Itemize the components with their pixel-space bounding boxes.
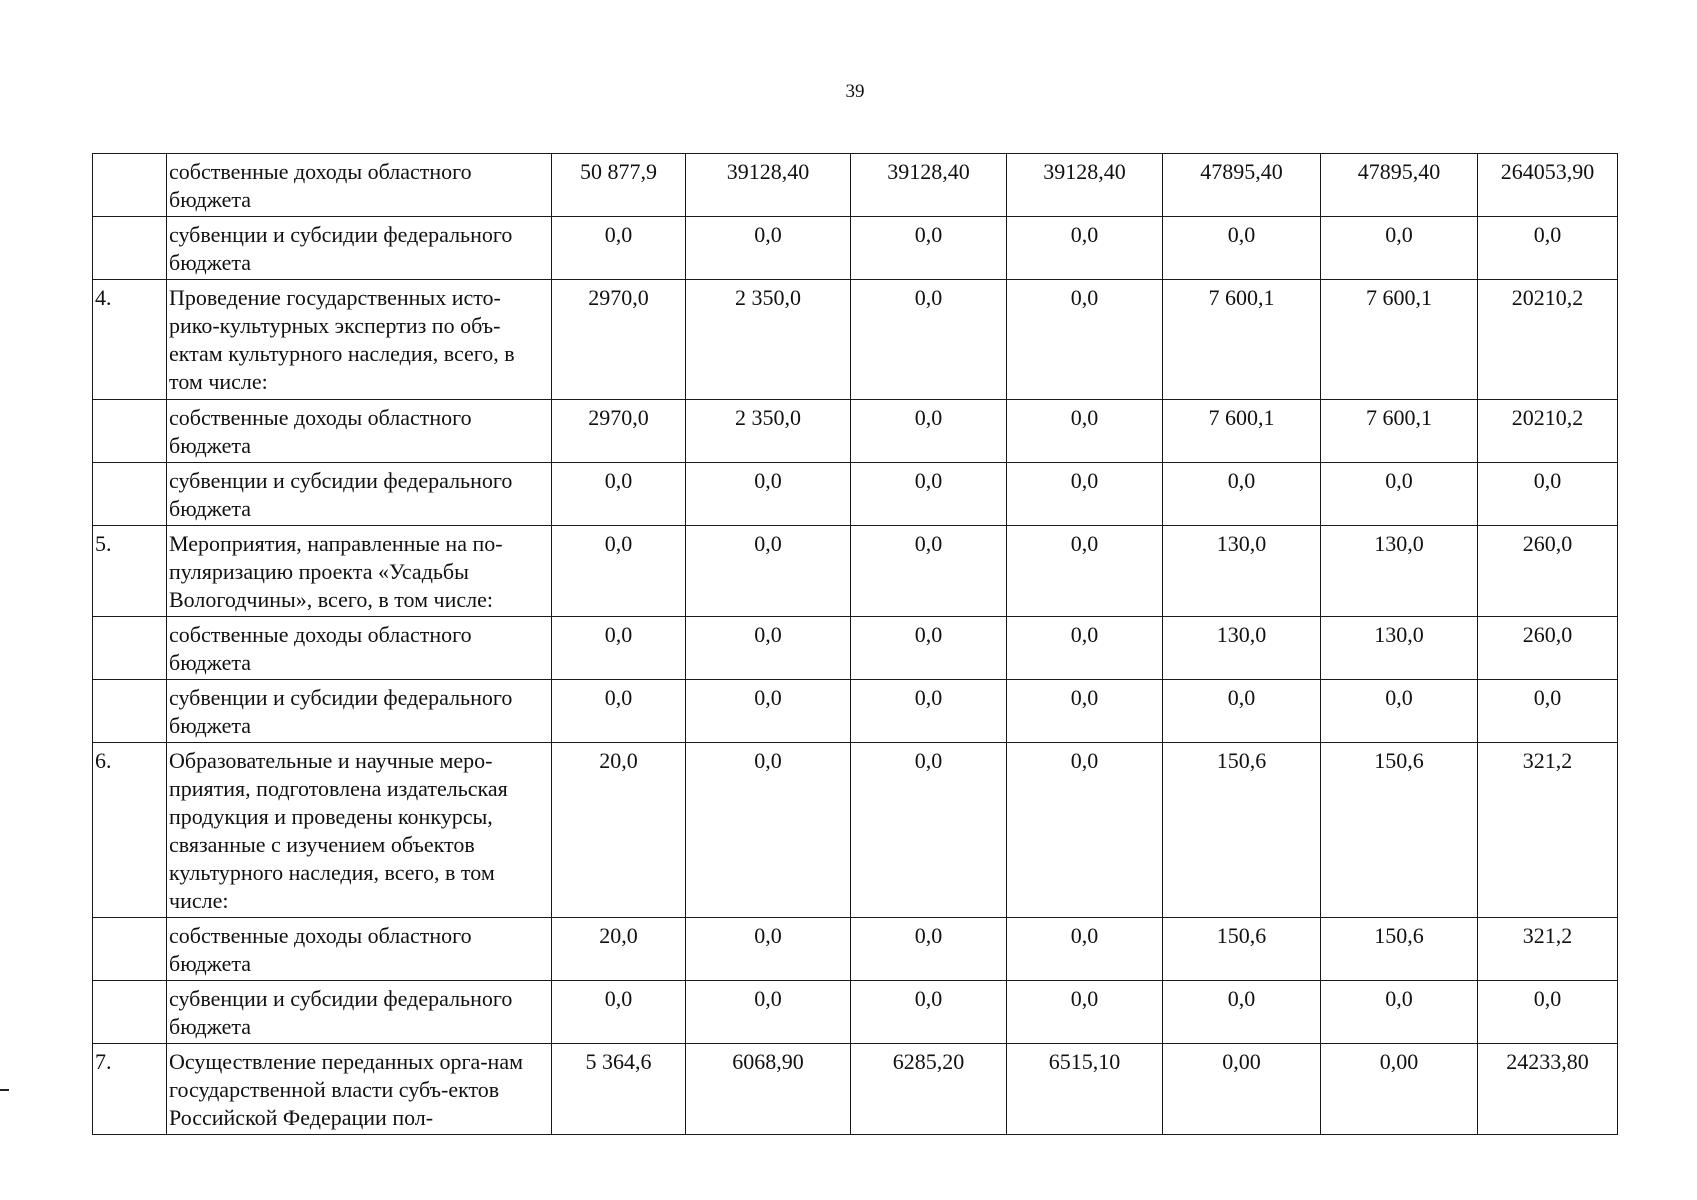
table-row [93,217,1618,280]
total-cell: 260,0 [1478,526,1618,617]
value-cell: 2 350,0 [686,280,851,400]
total-cell: 260,0 [1478,617,1618,680]
row-number [93,154,167,217]
value-cell: 0,0 [851,400,1007,463]
value-cell: 150,6 [1163,743,1321,918]
row-number [93,918,167,981]
row-description: Осуществление переданных орга-нам государственной власти субъ-ектов Российской Федерации пол- [167,1044,552,1135]
value-cell: 0,0 [686,617,851,680]
row-number [93,400,167,463]
value-cell: 0,0 [851,526,1007,617]
value-cell: 0,0 [686,743,851,918]
value-cell: 0,0 [851,280,1007,400]
value-cell: 130,0 [1321,526,1478,617]
value-cell: 0,0 [1163,680,1321,743]
total-cell: 321,2 [1478,743,1618,918]
value-cell: 0,0 [1007,463,1163,526]
value-cell: 6068,90 [686,1044,851,1135]
value-cell: 7 600,1 [1321,280,1478,400]
table-row [93,918,1618,981]
value-cell: 0,0 [851,463,1007,526]
table-row [93,280,1618,400]
value-cell: 150,6 [1321,743,1478,918]
row-number: 5. [93,526,167,617]
row-number: 6. [93,743,167,918]
value-cell: 0,0 [1163,217,1321,280]
value-cell: 7 600,1 [1163,400,1321,463]
total-cell: 20210,2 [1478,400,1618,463]
budget-table [92,153,1618,1135]
value-cell: 0,00 [1163,1044,1321,1135]
total-cell: 0,0 [1478,463,1618,526]
value-cell: 2970,0 [552,280,686,400]
row-description: Образовательные и научные меро-приятия, подготовлена издательская продукция и проведены конкурсы, связанные с изучением объектов культурного наследия, всего, в том числе: [167,743,552,918]
total-cell: 0,0 [1478,680,1618,743]
row-description: собственные доходы областного бюджета [167,154,552,217]
value-cell: 0,0 [1007,217,1163,280]
value-cell: 0,0 [686,680,851,743]
value-cell: 150,6 [1321,918,1478,981]
value-cell: 0,0 [1007,981,1163,1044]
value-cell: 2970,0 [552,400,686,463]
value-cell: 0,0 [851,217,1007,280]
value-cell: 0,0 [686,217,851,280]
table-row [93,400,1618,463]
value-cell: 47895,40 [1163,154,1321,217]
value-cell: 0,0 [552,680,686,743]
value-cell: 0,0 [851,617,1007,680]
value-cell: 0,0 [552,617,686,680]
total-cell: 20210,2 [1478,280,1618,400]
value-cell: 50 877,9 [552,154,686,217]
value-cell: 0,0 [552,463,686,526]
row-description: Мероприятия, направленные на по-пуляризацию проекта «Усадьбы Вологодчины», всего, в том числе: [167,526,552,617]
value-cell: 0,0 [1007,526,1163,617]
value-cell: 0,0 [1007,918,1163,981]
value-cell: 6515,10 [1007,1044,1163,1135]
page-number: 39 [845,81,865,102]
total-cell: 24233,80 [1478,1044,1618,1135]
value-cell: 0,0 [686,981,851,1044]
table-row [93,1044,1618,1135]
row-number [93,680,167,743]
row-description: субвенции и субсидии федерального бюджета [167,981,552,1044]
value-cell: 0,0 [1163,463,1321,526]
row-description: Проведение государственных исто-рико-культурных экспертиз по объ-ектам культурного наследия, всего, в том числе: [167,280,552,400]
value-cell: 0,0 [1321,217,1478,280]
value-cell: 150,6 [1163,918,1321,981]
value-cell: 0,0 [686,918,851,981]
value-cell: 7 600,1 [1321,400,1478,463]
value-cell: 0,0 [1007,617,1163,680]
value-cell: 0,0 [851,680,1007,743]
value-cell: 0,0 [552,981,686,1044]
table-row [93,154,1618,217]
value-cell: 2 350,0 [686,400,851,463]
row-number: 7. [93,1044,167,1135]
total-cell: 0,0 [1478,981,1618,1044]
row-description: собственные доходы областного бюджета [167,918,552,981]
value-cell: 39128,40 [686,154,851,217]
value-cell: 0,0 [1007,400,1163,463]
value-cell: 0,0 [1321,463,1478,526]
row-number: 4. [93,280,167,400]
scan-edge-mark [0,1089,9,1091]
row-number [93,981,167,1044]
value-cell: 0,0 [851,743,1007,918]
value-cell: 0,0 [686,526,851,617]
table-row [93,743,1618,918]
value-cell: 0,0 [851,981,1007,1044]
table-row [93,463,1618,526]
value-cell: 0,0 [1163,981,1321,1044]
value-cell: 47895,40 [1321,154,1478,217]
table-row [93,981,1618,1044]
value-cell: 130,0 [1163,617,1321,680]
value-cell: 6285,20 [851,1044,1007,1135]
value-cell: 130,0 [1163,526,1321,617]
value-cell: 0,0 [552,526,686,617]
table-row [93,680,1618,743]
value-cell: 130,0 [1321,617,1478,680]
total-cell: 321,2 [1478,918,1618,981]
value-cell: 39128,40 [851,154,1007,217]
value-cell: 0,0 [1321,981,1478,1044]
total-cell: 264053,90 [1478,154,1618,217]
value-cell: 7 600,1 [1163,280,1321,400]
value-cell: 0,0 [1007,680,1163,743]
value-cell: 0,0 [851,918,1007,981]
value-cell: 20,0 [552,743,686,918]
table-row [93,617,1618,680]
value-cell: 0,0 [1007,743,1163,918]
value-cell: 0,0 [1321,680,1478,743]
row-description: субвенции и субсидии федерального бюджета [167,680,552,743]
row-description: субвенции и субсидии федерального бюджета [167,217,552,280]
value-cell: 0,0 [1007,280,1163,400]
row-description: субвенции и субсидии федерального бюджета [167,463,552,526]
value-cell: 0,0 [552,217,686,280]
total-cell: 0,0 [1478,217,1618,280]
row-number [93,617,167,680]
table-row [93,526,1618,617]
value-cell: 5 364,6 [552,1044,686,1135]
row-description: собственные доходы областного бюджета [167,400,552,463]
row-number [93,217,167,280]
row-description: собственные доходы областного бюджета [167,617,552,680]
value-cell: 39128,40 [1007,154,1163,217]
row-number [93,463,167,526]
value-cell: 0,00 [1321,1044,1478,1135]
value-cell: 0,0 [686,463,851,526]
value-cell: 20,0 [552,918,686,981]
